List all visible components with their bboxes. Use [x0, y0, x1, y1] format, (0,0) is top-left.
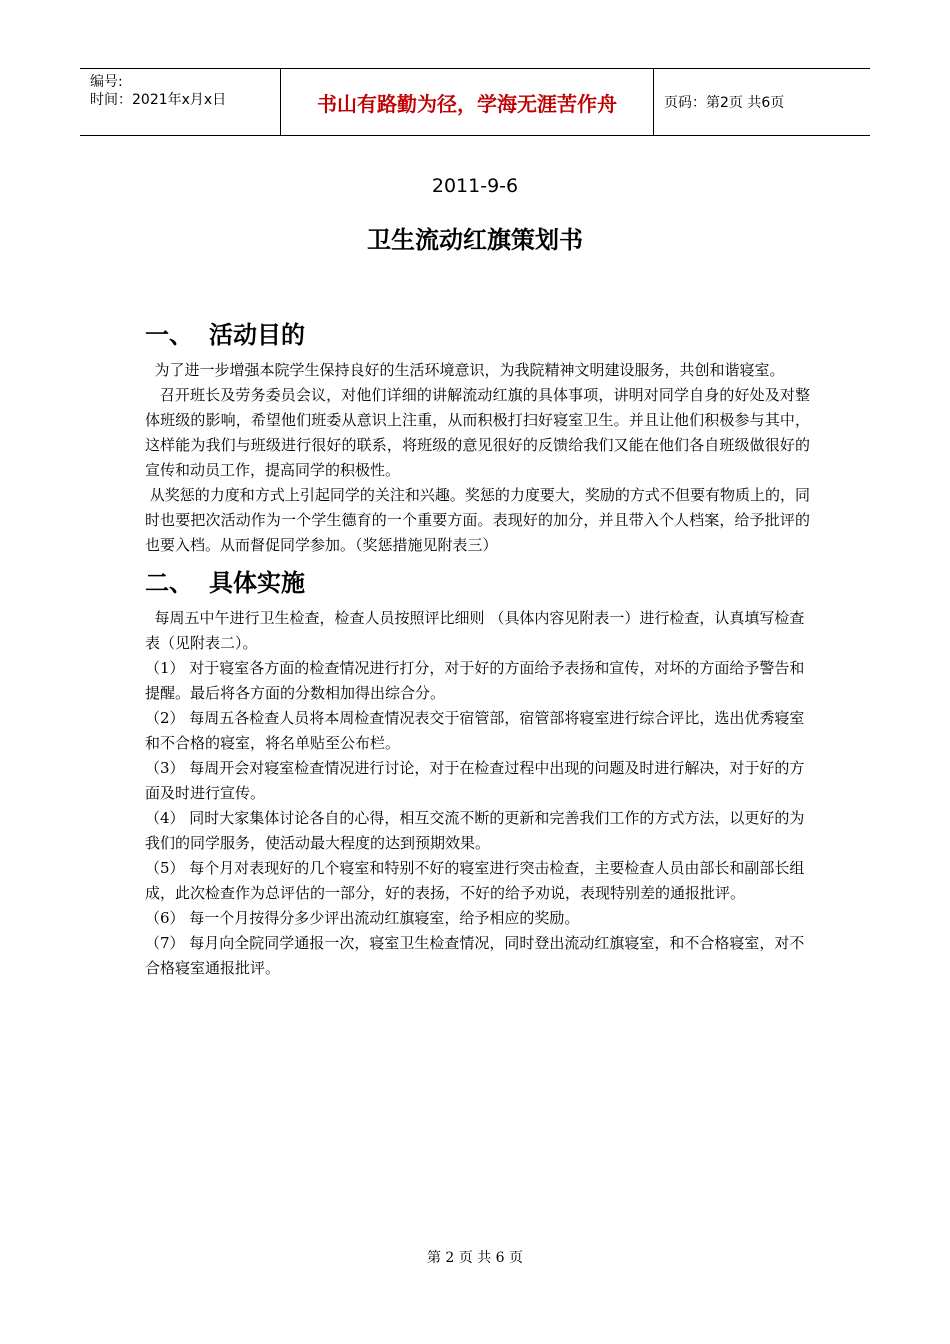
list-item: （4） 同时大家集体讨论各自的心得，相互交流不断的更新和完善我们工作的方式方法，以更好的为我们的同学服务，使活动最大程度的达到预期效果。	[145, 809, 805, 852]
paragraph: 每周五中午进行卫生检查，检查人员按照评比细则 （具体内容见附表一）进行检查，认真填写检查表（见附表二）。	[145, 609, 805, 652]
paragraph: 召开班长及劳务委员会议，对他们详细的讲解流动红旗的具体事项，讲明对同学自身的好处及对整体班级的影响，希望他们班委从意识上注重，从而积极打扫好寝室卫生。并且让他们积极参与其中，这样能为我们与班级进行很好的联系，将班级的意见很好的反馈给我们又能在他们各自班级做很好的宣传和动员工作，提高同学的积极性。	[145, 386, 810, 479]
header-page-info: 页码：第2页 共6页	[664, 95, 785, 111]
list-item: （7） 每月向全院同学通报一次，寝室卫生检查情况，同时登出流动红旗寝室，和不合格寝室，对不合格寝室通报批评。	[145, 934, 805, 977]
section-heading	[145, 566, 810, 600]
section-number: 一、	[145, 321, 193, 349]
page-footer: 第 2 页 共 6 页	[426, 1250, 524, 1266]
header-motto: 书山有路勤为径，学海无涯苦作舟	[280, 69, 654, 135]
paragraph: 为了进一步增强本院学生保持良好的生活环境意识，为我院精神文明建设服务，共创和谐寝室。	[145, 361, 785, 379]
section-number: 二、	[145, 569, 193, 597]
document-date: 2011-9-6	[431, 175, 519, 197]
list-item: （2） 每周五各检查人员将本周检查情况表交于宿管部，宿管部将寝室进行综合评比，选出优秀寝室和不合格的寝室，将名单贴至公布栏。	[145, 709, 805, 752]
page-header	[80, 68, 870, 136]
list-item: （6） 每一个月按得分多少评出流动红旗寝室，给予相应的奖励。	[145, 909, 580, 927]
section-title: 具体实施	[209, 569, 305, 597]
section-title: 活动目的	[209, 321, 305, 349]
document-body	[145, 318, 810, 981]
list-item: （5） 每个月对表现好的几个寝室和特别不好的寝室进行突击检查，主要检查人员由部长和副部长组成，此次检查作为总评估的一部分，好的表扬，不好的给予劝说，表现特别差的通报批评。	[145, 859, 805, 902]
section-heading	[145, 318, 810, 352]
paragraph: 从奖惩的力度和方式上引起同学的关注和兴趣。奖惩的力度要大，奖励的方式不但要有物质上的，同时也要把次活动作为一个学生德育的一个重要方面。表现好的加分，并且带入个人档案，给予批评的也要入档。从而督促同学参加。（奖惩措施见附表三）	[145, 486, 810, 554]
code-label: 编号:	[90, 74, 123, 90]
list-item: （1） 对于寝室各方面的检查情况进行打分，对于好的方面给予表扬和宣传，对坏的方面给予警告和提醒。最后将各方面的分数相加得出综合分。	[145, 659, 805, 702]
document-title: 卫生流动红旗策划书	[367, 226, 583, 254]
list-item: （3） 每周开会对寝室检查情况进行讨论，对于在检查过程中出现的问题及时进行解决，对于好的方面及时进行宣传。	[145, 759, 805, 802]
header-meta	[80, 69, 280, 135]
time-label: 时间：2021年x月x日	[90, 92, 227, 108]
